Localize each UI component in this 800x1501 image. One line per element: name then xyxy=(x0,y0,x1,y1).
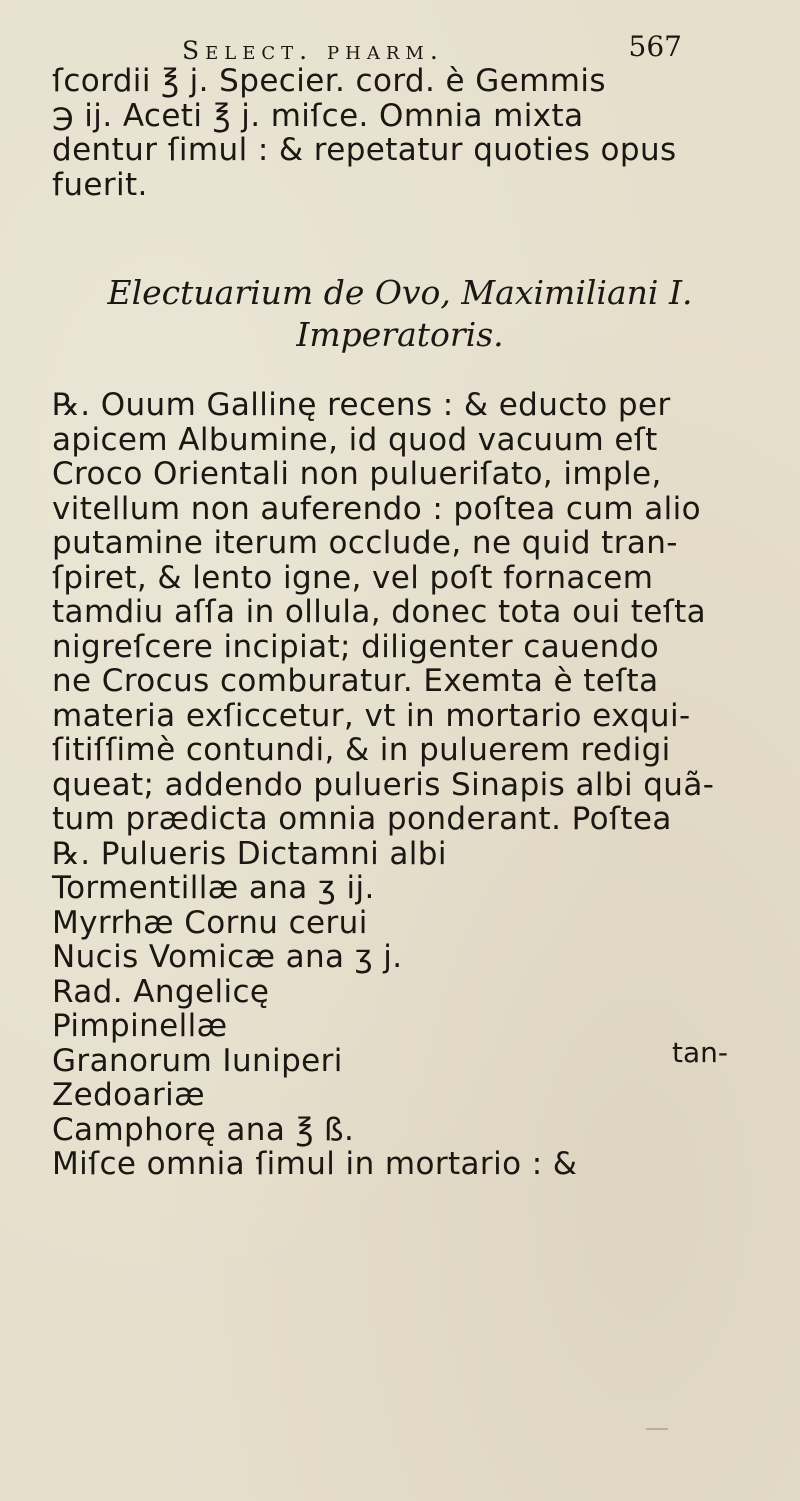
text-line: apicem Albumine, id quod vacuum eſt xyxy=(52,421,658,458)
text-line: ſcordii ℥ j. Specier. cord. è Gemmis xyxy=(52,63,606,99)
ingredient-line: Zedoariæ xyxy=(52,1077,205,1113)
ingredient-line: ℞. Pulueris Dictamni albi xyxy=(52,835,447,872)
text-line: queat; addendo pulueris Sinapis albi quã- xyxy=(52,766,715,803)
top-paragraph xyxy=(52,64,752,202)
text-line: materia exſiccetur, vt in mortario exqui- xyxy=(52,697,691,734)
text-line: ℈ ij. Aceti ℥ j. miſce. Omnia mixta xyxy=(52,97,584,134)
ingredient-line: Myrrhæ Cornu cerui xyxy=(52,904,368,941)
text-line: ne Crocus comburatur. Exemta è teſta xyxy=(52,663,659,699)
catchword: tan- xyxy=(672,1036,728,1069)
heading-line: Electuarium de Ovo, Maximiliani I. xyxy=(107,273,693,312)
text-line: Croco Orientali non pulueriſato, imple, xyxy=(52,456,662,492)
text-line: ſpiret, & lento igne, vel poſt fornacem xyxy=(52,559,654,596)
text-line: putamine iterum occlude, ne quid tran- xyxy=(52,525,678,561)
text-line: fuerit. xyxy=(52,166,148,203)
recipe-text xyxy=(52,388,752,1182)
text-line: dentur ſimul : & repetatur quoties opus xyxy=(52,132,677,168)
ingredient-line: Pimpinellæ xyxy=(52,1008,228,1044)
text-line: tamdiu aſſa in ollula, donec tota oui teſta xyxy=(52,594,707,630)
page-number: 567 xyxy=(628,30,682,63)
running-head-title: Select. pharm. xyxy=(182,36,444,65)
text-line: Miſce omnia ſimul in mortario : & xyxy=(52,1146,578,1182)
ingredient-line: Tormentillæ ana ʒ ij. xyxy=(52,870,375,906)
section-heading xyxy=(0,272,800,356)
ingredient-line: Granorum Iuniperi xyxy=(52,1042,343,1079)
ingredient-line: Rad. Angelicę xyxy=(52,973,270,1010)
heading-line: Imperatoris. xyxy=(296,315,504,354)
text-line: tum prædicta omnia ponderant. Poſtea xyxy=(52,801,672,837)
text-line: nigreſcere incipiat; diligenter cauendo xyxy=(52,628,660,665)
text-line: vitellum non auferendo : poſtea cum alio xyxy=(52,490,702,527)
paper-blemish xyxy=(646,1428,668,1430)
text-line: ſitiſſimè contundi, & in puluerem redigi xyxy=(52,732,671,768)
text-line: ℞. Ouum Gallinę recens : & educto per xyxy=(52,387,671,423)
ingredient-line: Nucis Vomicæ ana ʒ j. xyxy=(52,939,403,975)
ingredient-line: Camphorę ana ℥ ß. xyxy=(52,1111,355,1148)
